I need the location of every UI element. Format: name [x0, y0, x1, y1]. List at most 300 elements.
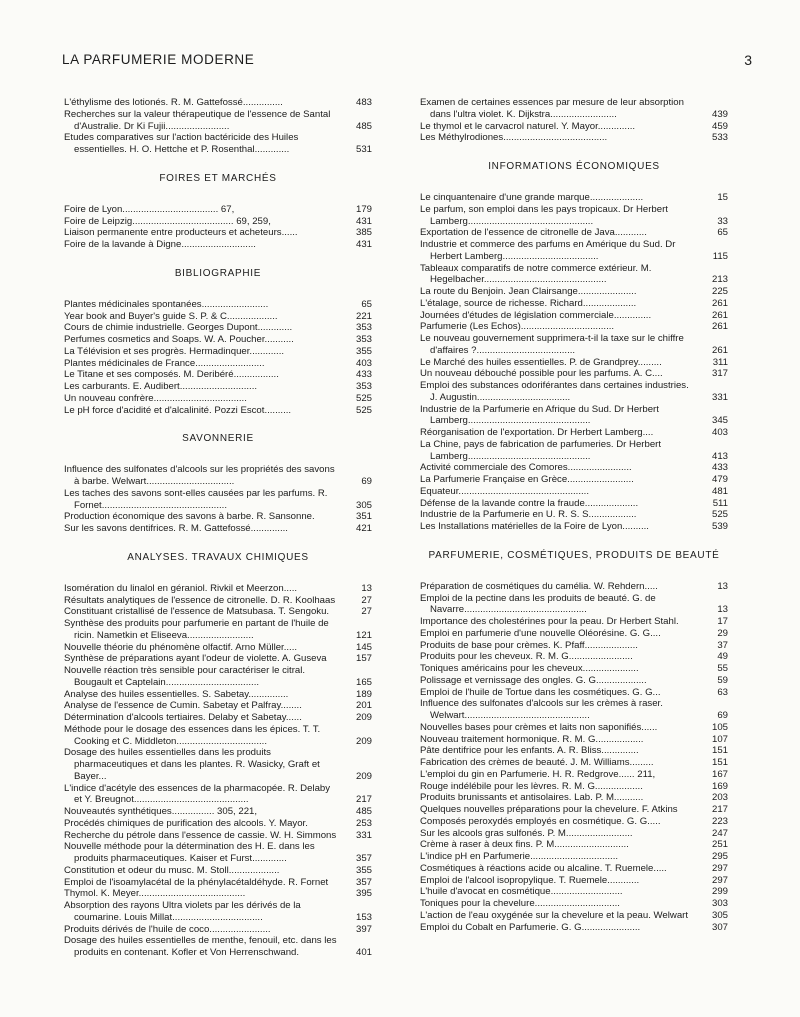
entry-page: 167 — [711, 768, 728, 780]
entry-text: Journées d'études de législation commerciale.............. — [420, 309, 652, 321]
index-entry — [64, 830, 372, 842]
index-entry — [420, 722, 728, 734]
entry-page: 27 — [361, 594, 372, 606]
index-entry — [64, 783, 372, 807]
index-entry — [64, 818, 372, 830]
index-entry — [420, 298, 728, 310]
entry-text: Isomération du linalol en géraniol. Rivkil et Meerzon..... — [64, 582, 298, 594]
section-title: PARFUMERIE, COSMÉTIQUES, PRODUITS DE BEAUTÉ — [428, 549, 720, 561]
index-entry — [420, 804, 728, 816]
index-entry — [420, 651, 728, 663]
index-entry — [64, 618, 372, 642]
entry-text: Les taches des savons sont-elles causées par les parfums. R. Fornet............................................... — [64, 487, 328, 511]
entry-page: 179 — [355, 203, 372, 215]
entry-page: 481 — [711, 485, 728, 497]
entry-text: Foire de Lyon.................................... 67, — [64, 203, 235, 215]
entry-page: 153 — [355, 911, 372, 923]
index-entry — [64, 109, 372, 133]
entry-page: 107 — [711, 733, 728, 745]
index-entry — [64, 888, 372, 900]
entry-text: Nouveau traitement hormonique. R. M. G.................. — [420, 733, 644, 745]
entry-page: 65 — [361, 298, 372, 310]
entry-page: 13 — [717, 604, 728, 616]
entry-page: 247 — [711, 827, 728, 839]
index-entry — [420, 427, 728, 439]
entry-page: 385 — [355, 227, 372, 239]
entry-page: 397 — [355, 923, 372, 935]
entry-page: 203 — [711, 792, 728, 804]
entry-page: 217 — [355, 794, 372, 806]
entry-text: Produits dérivés de l'huile de coco....................... — [64, 923, 271, 935]
entry-page: 49 — [717, 651, 728, 663]
index-entry — [420, 781, 728, 793]
entry-page: 55 — [717, 663, 728, 674]
entry-page: 27 — [361, 606, 372, 618]
entry-text: Rouge indélébile pour les lèvres. R. M. G.................. — [420, 780, 643, 792]
index-entry — [64, 877, 372, 889]
entry-page: 225 — [711, 286, 728, 297]
index-entry — [420, 616, 728, 628]
index-section — [64, 267, 372, 417]
index-entry — [420, 687, 728, 699]
entry-text: Cours de chimie industrielle. Georges Dupont............. — [64, 322, 293, 334]
entry-page: 531 — [355, 144, 372, 155]
entry-text: Pâte dentifrice pour les enfants. A. R. Bliss.............. — [420, 745, 639, 757]
index-entry — [64, 841, 372, 865]
entry-text: Year book and Buyer's guide S. P. & C................... — [64, 310, 278, 322]
entry-text: Thymol. K. Meyer........................................ — [64, 888, 246, 900]
entry-text: Production économique des savons à barbe. R. Sansonne. — [64, 511, 315, 523]
index-entry — [420, 521, 728, 533]
entry-page: 13 — [361, 582, 372, 594]
entry-page: 169 — [711, 780, 728, 792]
entry-page: 165 — [355, 676, 372, 688]
entry-page: 251 — [711, 839, 728, 851]
index-entry — [420, 498, 728, 510]
entry-page: 261 — [711, 344, 728, 356]
entry-page: 525 — [355, 404, 372, 416]
entry-text: Influence des sulfonates d'alcools sur les crèmes à raser. Welwart............................................... — [420, 698, 663, 721]
index-entry — [64, 322, 372, 334]
index-entry — [420, 922, 728, 934]
entry-page: 395 — [355, 888, 372, 900]
index-entry — [64, 216, 372, 228]
index-entry — [420, 839, 728, 851]
index-entry — [420, 675, 728, 687]
entry-page: 357 — [355, 853, 372, 864]
entry-page: 17 — [717, 616, 728, 627]
entry-text: Un nouveau débouché possible pour les parfums. A. C.... — [420, 368, 663, 380]
index-entry — [420, 486, 728, 498]
entry-text: L'action de l'eau oxygénée sur la chevelure et la peau. Welwart — [420, 909, 689, 921]
entry-page: 63 — [717, 686, 728, 698]
index-section — [420, 160, 728, 533]
index-entry — [64, 369, 372, 381]
entry-text: Préparation de cosmétiques du camélia. W. Rehdern..... — [420, 580, 658, 592]
index-entry — [64, 700, 372, 712]
entry-text: Synthèse de préparations ayant l'odeur de violette. A. Guseva — [64, 653, 327, 665]
index-entry — [420, 97, 728, 121]
index-section — [420, 97, 728, 144]
index-entry — [420, 898, 728, 910]
entry-text: Emploi de l'alcool isopropylique. T. Ruemele............ — [420, 874, 640, 886]
entry-page: 355 — [355, 864, 372, 876]
index-entry — [64, 924, 372, 936]
index-entry — [64, 606, 372, 618]
entry-text: Emploi de l'huile de Tortue dans les cosmétiques. G. G... — [420, 686, 661, 698]
entry-page: 483 — [355, 97, 372, 108]
entry-page: 413 — [711, 450, 728, 462]
index-entry — [420, 509, 728, 521]
index-entry — [64, 865, 372, 877]
entry-page: 317 — [711, 368, 728, 380]
entry-text: Quelques nouvelles préparations pour la chevelure. F. Atkins — [420, 804, 678, 815]
entry-text: La Télévision et ses progrès. Hermadinquer............. — [64, 345, 285, 357]
entry-page: 533 — [711, 132, 728, 144]
entry-page: 201 — [355, 700, 372, 712]
entry-text: Sur les alcools gras sulfonés. P. M......................... — [420, 827, 633, 839]
entry-text: Industrie et commerce des parfums en Amérique du Sud. Dr Herbert Lamberg.................................... — [420, 239, 676, 262]
entry-page: 37 — [717, 639, 728, 651]
section-title: INFORMATIONS ÉCONOMIQUES — [488, 161, 660, 172]
entry-text: Synthèse des produits pour parfumerie en partant de l'huile de ricin. Nametkin et Eliseeva......................... — [64, 618, 329, 641]
entry-page: 511 — [712, 497, 728, 509]
index-section — [64, 432, 372, 535]
entry-text: L'emploi du gin en Parfumerie. H. R. Redgrove...... 211, — [420, 768, 656, 780]
index-entry — [420, 628, 728, 640]
entry-page: 353 — [355, 381, 372, 392]
entry-text: Le nouveau gouvernement supprimera-t-il la taxe sur le chiffre d'affaires ?..................................... — [420, 333, 684, 356]
entry-page: 299 — [711, 886, 728, 898]
index-entry — [64, 747, 372, 782]
index-entry — [420, 227, 728, 239]
index-entry — [64, 227, 372, 239]
entry-page: 145 — [355, 641, 372, 653]
entry-page: 525 — [711, 509, 728, 521]
index-entry — [420, 828, 728, 840]
entry-text: L'éthylisme des lotionés. R. M. Gattefossé............... — [64, 97, 283, 108]
entry-page: 69 — [361, 476, 372, 487]
index-entry — [64, 511, 372, 523]
entry-page: 121 — [355, 629, 372, 641]
entry-page: 353 — [355, 334, 372, 345]
entry-page: 345 — [711, 415, 728, 427]
entry-page: 157 — [355, 653, 372, 665]
entry-text: Polissage et vernissage des ongles. G. G................... — [420, 674, 647, 686]
entry-page: 209 — [355, 712, 372, 723]
index-section — [64, 551, 372, 959]
index-entry — [64, 665, 372, 689]
entry-page: 15 — [717, 192, 728, 203]
entry-page: 151 — [711, 745, 728, 757]
entry-page: 303 — [711, 898, 728, 909]
index-entry — [420, 132, 728, 144]
entry-text: Détermination d'alcools tertiaires. Delaby et Sabetay...... — [64, 712, 302, 723]
section-title: SAVONNERIE — [182, 433, 254, 445]
entry-text: Constituant cristallisé de l'essence de Matsubasa. T. Sengoku. — [64, 606, 330, 618]
entry-page: 331 — [355, 829, 372, 841]
index-entry — [420, 204, 728, 228]
entry-text: Plantes médicinales spontanées......................... — [64, 298, 269, 310]
entry-text: Nouvelle réaction très sensible pour caractériser le citral. Bougault et Captelain................................... — [64, 665, 306, 688]
running-title: LA PARFUMERIE MODERNE — [62, 52, 255, 67]
entry-text: Dosage des huiles essentielles dans les produits pharmaceutiques et dans les plantes. R. Wasicky, Graft et Bayer... — [64, 747, 320, 782]
entry-page: 29 — [717, 627, 728, 639]
entry-page: 297 — [711, 862, 728, 874]
index-entry — [420, 757, 728, 769]
entry-text: L'indice d'acétyle des essences de la pharmacopée. R. Delaby et Y. Breugnot........................................... — [64, 782, 331, 806]
entry-page: 401 — [355, 947, 372, 958]
index-entry — [64, 724, 372, 748]
index-section — [64, 172, 372, 251]
index-entry — [64, 523, 372, 535]
index-entry — [64, 381, 372, 393]
entry-page: 217 — [711, 804, 728, 815]
entry-page: 433 — [355, 369, 372, 381]
entry-page: 331 — [711, 391, 728, 403]
index-entry — [64, 464, 372, 488]
entry-page: 431 — [355, 215, 372, 227]
entry-text: Crème à raser à deux fins. P. M............................ — [420, 839, 629, 851]
entry-page: 357 — [355, 876, 372, 888]
entry-text: Tableaux comparatifs de notre commerce extérieur. M. Hegelbacher.............................................. — [420, 262, 652, 286]
entry-page: 209 — [355, 770, 372, 782]
index-entry — [64, 311, 372, 323]
index-entry — [64, 299, 372, 311]
index-entry — [420, 321, 728, 333]
entry-text: Etudes comparatives sur l'action bactéricide des Huiles essentielles. H. O. Hettche et P. Rosenthal............. — [64, 132, 299, 155]
index-entry — [64, 583, 372, 595]
entry-page: 355 — [355, 345, 372, 357]
entry-page: 479 — [711, 474, 728, 485]
index-entry — [420, 875, 728, 887]
entry-text: La Chine, pays de fabrication de parfumeries. Dr Herbert Lamberg.............................................. — [420, 438, 662, 462]
index-entry — [64, 712, 372, 724]
section-title: ANALYSES. TRAVAUX CHIMIQUES — [127, 551, 309, 563]
entry-text: Analyse des huiles essentielles. S. Sabetay............... — [64, 688, 289, 700]
index-entry — [420, 816, 728, 828]
entry-page: 433 — [711, 462, 728, 474]
entry-page: 151 — [711, 757, 728, 768]
entry-text: Le Marché des huiles essentielles. P. de Grandprey......... — [420, 356, 662, 368]
index-entry — [64, 689, 372, 701]
index-entry — [420, 640, 728, 652]
entry-text: Equateur................................................. — [420, 485, 590, 497]
index-entry — [64, 334, 372, 346]
index-entry — [420, 192, 728, 204]
index-entry — [64, 346, 372, 358]
entry-text: Produits pour les cheveux. R. M. G........................ — [420, 651, 633, 663]
index-entry — [420, 581, 728, 593]
entry-text: Influence des sulfonates d'alcools sur les propriétés des savons à barbe. Welwart................................. — [64, 464, 335, 487]
entry-text: Foire de Leipzig...................................... 69, 259, — [64, 215, 271, 227]
entry-text: Parfumerie (Les Echos)................................... — [420, 321, 615, 333]
index-entry — [64, 653, 372, 665]
entry-text: Emploi en parfumerie d'une nouvelle Oléorésine. G. G.... — [420, 627, 661, 639]
entry-text: Le pH force d'acidité et d'alcalinité. Pozzi Escot.......... — [64, 404, 292, 416]
entry-page: 305 — [711, 909, 728, 921]
entry-page: 59 — [717, 674, 728, 686]
entry-text: La route du Benjoin. Jean Clairsange...................... — [420, 286, 637, 297]
index-entry — [420, 121, 728, 133]
index-entry — [420, 593, 728, 617]
entry-text: Recherches sur la valeur thérapeutique de l'essence de Santal d'Australie. Dr Ki Fujii........................ — [64, 108, 331, 132]
entry-text: Réorganisation de l'exportation. Dr Herbert Lamberg.... — [420, 427, 654, 438]
index-entry — [420, 663, 728, 675]
left-column — [64, 97, 372, 959]
entry-text: Nouvelle théorie du phénomène olfactif. Arno Müller..... — [64, 641, 298, 653]
index-entry — [420, 239, 728, 263]
right-column — [420, 97, 728, 933]
section-title: FOIRES ET MARCHÉS — [159, 172, 277, 184]
entry-text: Méthode pour le dosage des essences dans les épices. T. T. Cooking et C. Middleton.................................. — [64, 723, 321, 747]
index-entry — [420, 333, 728, 357]
index-entry — [420, 263, 728, 287]
entry-text: Toniques pour la chevelure................................ — [420, 898, 620, 909]
index-entry — [64, 806, 372, 818]
entry-text: Nouveautés synthétiques................ 305, 221, — [64, 806, 258, 817]
entry-page: 421 — [355, 523, 372, 534]
page-number: 3 — [744, 52, 752, 68]
entry-page: 403 — [355, 357, 372, 369]
entry-page: 539 — [711, 521, 728, 532]
entry-page: 261 — [711, 321, 728, 333]
entry-text: Le Titane et ses composés. M. Deribéré................. — [64, 369, 279, 381]
entry-text: L'huile d'avocat en cosmétique........................... — [420, 886, 623, 898]
index-entry — [420, 886, 728, 898]
entry-page: 261 — [711, 297, 728, 309]
entry-page: 221 — [355, 310, 372, 322]
entry-text: Dosage des huiles essentielles de menthe, fenouil, etc. dans les produits en contenant. Kofler et Von Herrenschwand. — [64, 935, 337, 958]
entry-text: La Parfumerie Française en Grèce......................... — [420, 474, 634, 485]
entry-text: Industrie de la Parfumerie en U. R. S. S.................. — [420, 509, 637, 521]
entry-page: 459 — [711, 120, 728, 132]
entry-page: 13 — [717, 580, 728, 592]
index-entry — [64, 393, 372, 405]
entry-text: Sur les savons dentifrices. R. M. Gattefossé.............. — [64, 523, 288, 534]
section-title: BIBLIOGRAPHIE — [174, 267, 262, 279]
entry-text: Emploi des substances odoriférantes dans certaines industries. J. Augustin................................... — [420, 380, 689, 403]
index-entry — [420, 310, 728, 322]
entry-page: 305 — [355, 499, 372, 511]
entry-page: 525 — [355, 392, 372, 404]
entry-text: Produits brunissants et antisolaires. Lab. P. M........... — [420, 792, 644, 804]
index-section — [64, 97, 372, 156]
entry-text: Absorption des rayons Ultra violets par les dérivés de la coumarine. Louis Millat.................................. — [64, 900, 301, 923]
entry-page: 295 — [711, 851, 728, 862]
entry-page: 261 — [711, 309, 728, 321]
entry-page: 353 — [355, 322, 372, 334]
entry-text: Plantes médicinales de France.......................... — [64, 357, 265, 369]
entry-text: Constitution et odeur du musc. M. Stoll................... — [64, 864, 280, 876]
entry-text: Recherche du pétrole dans l'essence de cassie. W. H. Simmons — [64, 829, 337, 841]
entry-page: 311 — [712, 356, 728, 368]
entry-text: Perfumes cosmetics and Soaps. W. A. Poucher........... — [64, 334, 294, 345]
entry-text: Fabrication des crèmes de beauté. J. M. Williams......... — [420, 757, 654, 768]
index-entry — [420, 792, 728, 804]
index-entry — [420, 380, 728, 404]
entry-page: 65 — [717, 227, 728, 239]
entry-text: Emploi de l'isoamylacétal de la phénylacétaldéhyde. R. Fornet — [64, 876, 329, 888]
index-entry — [64, 204, 372, 216]
entry-text: Toniques américains pour les cheveux..................... — [420, 663, 639, 674]
index-entry — [64, 488, 372, 512]
index-entry — [64, 595, 372, 607]
entry-page: 223 — [711, 815, 728, 827]
index-entry — [420, 910, 728, 922]
index-entry — [64, 132, 372, 156]
index-entry — [420, 286, 728, 298]
entry-text: Un nouveau confrère................................... — [64, 392, 247, 404]
entry-text: Le cinquantenaire d'une grande marque.................... — [420, 192, 644, 203]
index-entry — [64, 405, 372, 417]
entry-text: Le thymol et le carvacrol naturel. Y. Mayor.............. — [420, 120, 636, 132]
entry-page: 351 — [355, 511, 372, 523]
entry-text: Les carburants. E. Audibert............................. — [64, 381, 258, 392]
entry-text: Nouvelle méthode pour la détermination des H. E. dans les produits pharmaceutiques. Kaiser et Furst............. — [64, 841, 315, 864]
index-section — [420, 549, 728, 934]
index-entry — [64, 97, 372, 109]
entry-text: Analyse de l'essence de Cumin. Sabetay et Palfray........ — [64, 700, 302, 712]
entry-page: 485 — [355, 120, 372, 132]
index-entry — [420, 368, 728, 380]
index-entry — [420, 734, 728, 746]
index-entry — [420, 439, 728, 463]
index-entry — [64, 358, 372, 370]
entry-page: 213 — [711, 274, 728, 286]
entry-page: 485 — [355, 806, 372, 817]
entry-text: Composés peroxydés employés en cosmétique. G. G..... — [420, 815, 661, 827]
index-entry — [420, 851, 728, 863]
entry-text: Cosmétiques à réactions acide ou alcaline. T. Ruemele..... — [420, 862, 667, 874]
entry-page: 307 — [711, 921, 728, 933]
entry-text: Exportation de l'essence de citronelle de Java............ — [420, 227, 647, 239]
entry-page: 403 — [711, 427, 728, 438]
index-entry — [420, 769, 728, 781]
entry-text: Les Méthylrodiones....................................... — [420, 132, 608, 144]
index-entry — [64, 642, 372, 654]
index-entry — [420, 863, 728, 875]
entry-text: Emploi du Cobalt en Parfumerie. G. G...................... — [420, 921, 641, 933]
index-entry — [420, 357, 728, 369]
entry-page: 115 — [712, 250, 728, 262]
entry-text: Défense de la lavande contre la fraude.................... — [420, 497, 639, 509]
index-entry — [420, 745, 728, 757]
entry-text: Nouvelles bases pour crèmes et laits non saponifiés...... — [420, 721, 658, 733]
entry-text: Résultats analytiques de l'essence de citronelle. D. R. Koolhaas — [64, 594, 336, 606]
index-entry — [64, 900, 372, 924]
entry-text: Liaison permanente entre producteurs et acheteurs...... — [64, 227, 298, 239]
entry-text: Industrie de la Parfumerie en Afrique du Sud. Dr Herbert Lamberg.............................................. — [420, 403, 659, 427]
entry-text: Procédés chimiques de purification des alcools. Y. Mayor. — [64, 817, 308, 829]
index-entry — [420, 404, 728, 428]
entry-page: 253 — [355, 817, 372, 829]
index-entry — [420, 462, 728, 474]
entry-text: Emploi de la pectine dans les produits de beauté. G. de Navarre.............................................. — [420, 592, 656, 616]
entry-page: 439 — [711, 108, 728, 120]
entry-text: Les Installations matérielles de la Foire de Lyon.......... — [420, 521, 649, 532]
entry-text: L'indice pH en Parfumerie................................. — [420, 851, 619, 862]
entry-text: L'étalage, source de richesse. Richard.................... — [420, 297, 637, 309]
entry-page: 33 — [717, 215, 728, 227]
entry-page: 431 — [355, 239, 372, 250]
entry-page: 297 — [711, 874, 728, 886]
entry-page: 69 — [717, 710, 728, 721]
entry-text: Examen de certaines essences par mesure de leur absorption dans l'ultra violet. K. Dijkstra......................... — [420, 97, 684, 120]
entry-text: Importance des cholestérines pour la peau. Dr Herbert Stahl. — [420, 616, 679, 627]
entry-text: Le parfum, son emploi dans les pays tropicaux. Dr Herbert Lamberg............................................... — [420, 203, 668, 227]
index-entry — [420, 698, 728, 722]
